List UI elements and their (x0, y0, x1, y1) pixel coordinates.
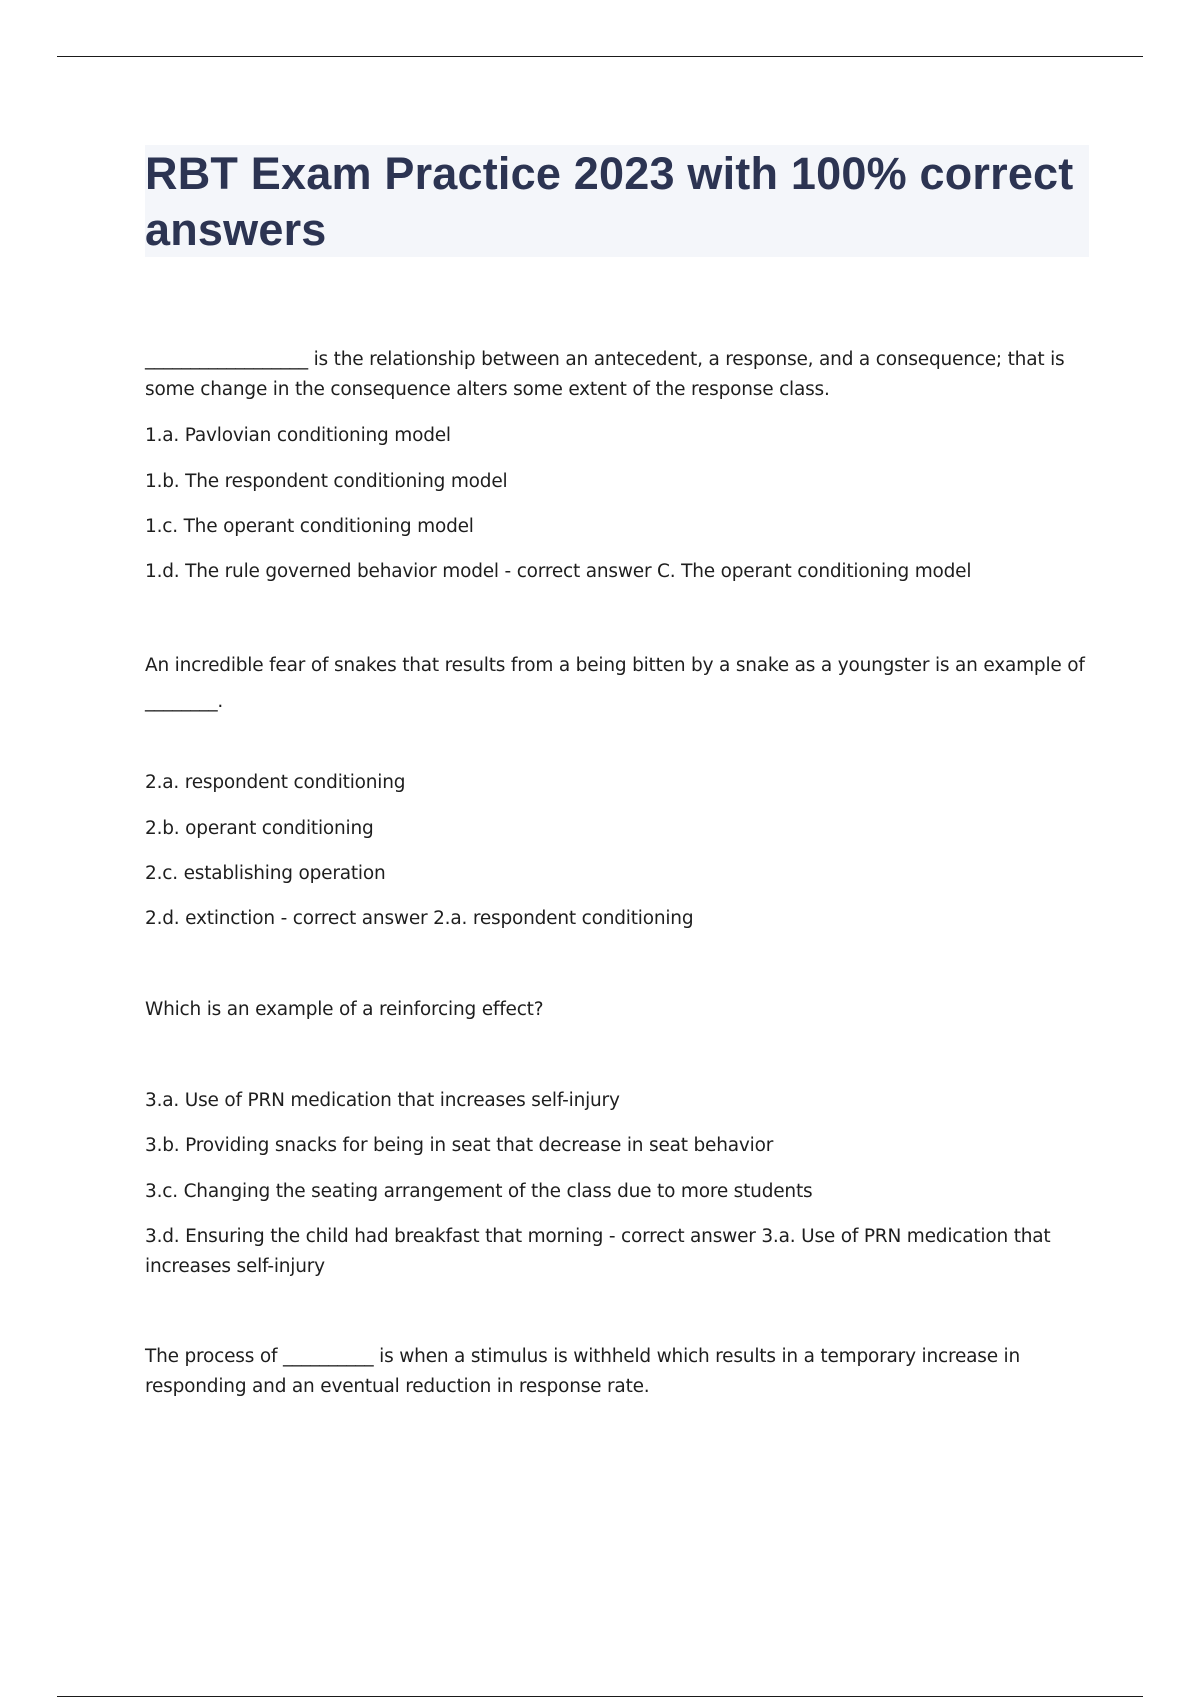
question-3-option-c: 3.c. Changing the seating arrangement of the class due to more students (145, 1181, 813, 1202)
question-4-prompt: The process of __________ is when a stimulus is withheld which results in a temporary increase in responding and an eventual reduction in response rate. (145, 1346, 1021, 1397)
question-2-prompt: An incredible fear of snakes that results from a being bitten by a snake as a youngster is an example of ________. (145, 655, 1085, 712)
question-1-prompt: __________________ is the relationship between an antecedent, a response, and a consequence; that is some change in the consequence alters some extent of the response class. (145, 349, 1065, 400)
question-2-option-a: 2.a. respondent conditioning (145, 772, 406, 793)
question-1-option-b: 1.b. The respondent conditioning model (145, 471, 508, 492)
question-1-option-d: 1.d. The rule governed behavior model - correct answer C. The operant conditioning model (145, 561, 972, 582)
question-3-option-d: 3.d. Ensuring the child had breakfast that morning - correct answer 3.a. Use of PRN medication that increases self-injury (145, 1226, 1051, 1277)
question-2-option-c: 2.c. establishing operation (145, 863, 386, 884)
question-1-option-c: 1.c. The operant conditioning model (145, 516, 474, 537)
question-3-option-b: 3.b. Providing snacks for being in seat that decrease in seat behavior (145, 1135, 774, 1156)
question-3-option-a: 3.a. Use of PRN medication that increases self-injury (145, 1090, 620, 1111)
page-title: RBT Exam Practice 2023 with 100% correct answers (145, 148, 1074, 255)
top-divider (57, 56, 1143, 57)
question-2-option-b: 2.b. operant conditioning (145, 818, 374, 839)
bottom-divider (57, 1696, 1143, 1697)
question-1-option-a: 1.a. Pavlovian conditioning model (145, 425, 451, 446)
question-3-prompt: Which is an example of a reinforcing effect? (145, 999, 544, 1020)
question-2-option-d: 2.d. extinction - correct answer 2.a. respondent conditioning (145, 908, 694, 929)
